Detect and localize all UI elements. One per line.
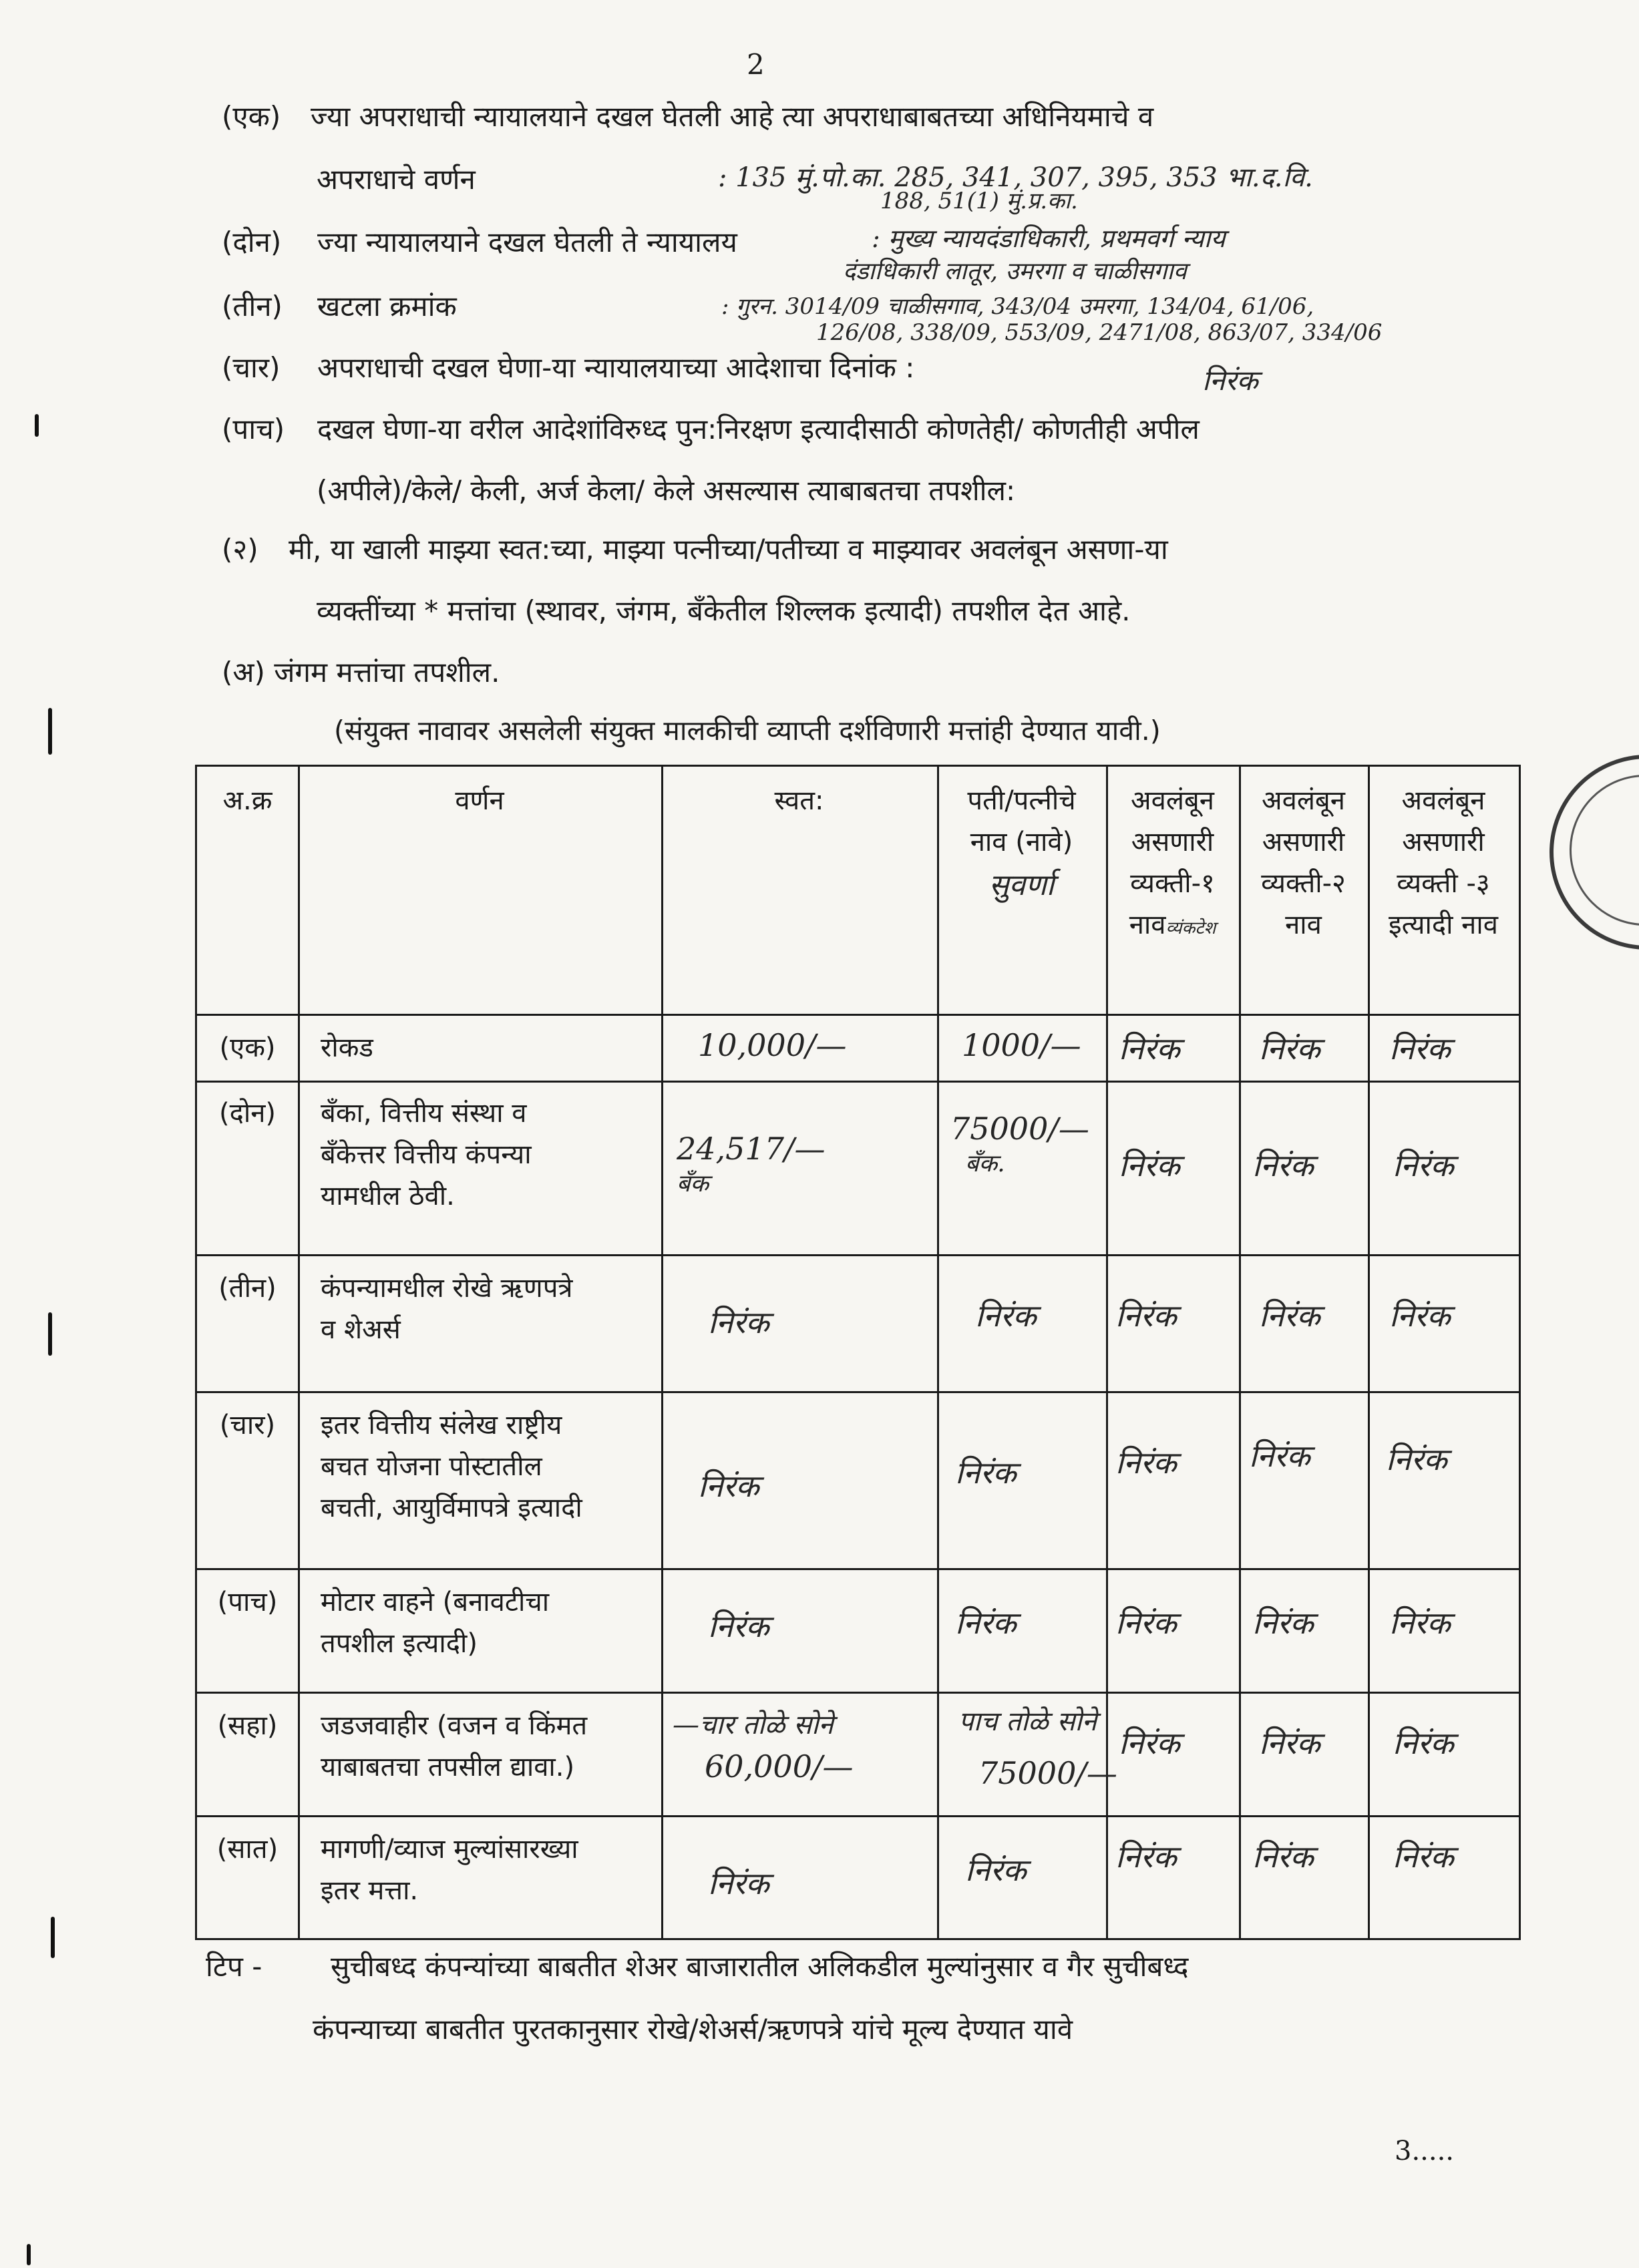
margin-mark (48, 1312, 52, 1356)
row-2-spouse: 75000/— (950, 1111, 1089, 1147)
header-dep1-line: व्यक्ती-१ (1130, 868, 1215, 899)
item-3-text: खटला क्रमांक (317, 290, 457, 323)
item-3-no: (तीन) (222, 290, 283, 323)
row-6-self-value: 60,000/— (705, 1748, 854, 1784)
row-4-dep1: निरंक (1115, 1445, 1177, 1481)
row-3-serial: (तीन) (218, 1273, 277, 1304)
row-3-desc (321, 1268, 573, 1350)
table-row-divider (197, 1391, 1519, 1393)
row-4-desc (321, 1404, 582, 1529)
row-2-serial: (दोन) (218, 1098, 276, 1129)
row-6-spouse-value: 75000/— (978, 1755, 1117, 1791)
item-3-handwritten: : गुरन. 3014/09 चाळीसगाव, 343/04 उमरगा, 134/04, 61/06, (721, 293, 1314, 320)
header-dep2-line: असणारी (1262, 827, 1345, 858)
dependent-1-name-handwritten: व्यंकटेश (1165, 918, 1216, 938)
item-4-text: अपराधाची दखल घेणा-या न्यायालयाच्या आदेशाचा दिनांक : (317, 351, 915, 384)
item-1-handwritten-2: 188, 51(1) मुं.प्र.का. (880, 188, 1078, 214)
row-2-dep2: निरंक (1252, 1147, 1314, 1183)
item-2-no: (दोन) (222, 226, 282, 258)
row-1-desc: रोकड (321, 1032, 373, 1063)
row-5-desc-line: तपशील इत्यादी) (321, 1628, 478, 1659)
footnote-label: टिप - (206, 1950, 262, 1983)
header-spouse-line: पती/पत्नीचे (967, 785, 1076, 816)
table-row-divider (197, 1254, 1519, 1256)
header-dep2-line: व्यक्ती-२ (1261, 868, 1346, 899)
row-6-desc-line: याबाबतचा तपसील द्यावा.) (321, 1752, 575, 1782)
header-dep3-line: व्यक्ती -३ (1397, 868, 1490, 899)
row-5-serial: (पाच) (217, 1587, 278, 1618)
spouse-name-handwritten: सुवर्णा (988, 868, 1055, 902)
para-2-line-2: व्यक्तींच्या * मत्तांचा (स्थावर, जंगम, बँकेतील शिल्लक इत्यादी) तपशील देत आहे. (317, 594, 1131, 627)
row-4-self: निरंक (698, 1468, 759, 1504)
item-3-handwritten-2: 126/08, 338/09, 553/09, 2471/08, 863/07, 334/06 (816, 319, 1383, 346)
movable-assets-table (195, 765, 1521, 1940)
header-serial: अ.क्र (222, 785, 272, 816)
row-2-self-note: बँक (677, 1170, 709, 1197)
row-6-desc (321, 1705, 587, 1788)
row-1-dep1: निरंक (1119, 1030, 1180, 1067)
item-1-label: अपराधाचे वर्णन (317, 163, 476, 196)
header-dependent-2 (1239, 780, 1368, 946)
item-4-no: (चार) (222, 351, 281, 384)
header-dep3-line: असणारी (1402, 827, 1485, 858)
page-number-top: 2 (747, 48, 765, 81)
table-row-divider (197, 1815, 1519, 1817)
row-7-serial: (सात) (216, 1834, 279, 1865)
table-row-divider (197, 1692, 1519, 1694)
page-number-bottom: 3..... (1395, 2136, 1455, 2166)
item-4-handwritten: निरंक (1202, 364, 1258, 397)
row-2-desc-line: यामधील ठेवी. (321, 1181, 455, 1211)
header-dep2-line: नाव (1285, 910, 1322, 940)
footnote-line-1: सुचीबध्द कंपन्यांच्या बाबतीत शेअर बाजारातील अलिकडील मुल्यांनुसार व गैर सुचीबध्द (331, 1950, 1189, 1983)
header-dep1-line: अवलंबून (1131, 785, 1214, 816)
header-dep2-line: अवलंबून (1262, 785, 1345, 816)
row-6-dep1: निरंक (1119, 1725, 1180, 1761)
table-row-divider (197, 1568, 1519, 1570)
row-6-spouse: पाच तोळे सोने (958, 1706, 1097, 1737)
header-dep3-line: अवलंबून (1401, 785, 1485, 816)
item-5-no: (पाच) (222, 413, 285, 445)
row-3-dep1: निरंक (1115, 1298, 1177, 1334)
item-2-handwritten: : मुख्य न्यायदंडाधिकारी, प्रथमवर्ग न्याय (872, 224, 1226, 253)
header-spouse (937, 780, 1106, 908)
margin-mark (35, 414, 39, 437)
row-1-dep3: निरंक (1389, 1030, 1451, 1067)
row-5-spouse: निरंक (955, 1605, 1017, 1641)
row-6-desc-line: जडजवाहीर (वजन व किंमत (321, 1710, 588, 1741)
row-5-dep3: निरंक (1389, 1605, 1451, 1641)
row-7-desc-line: मागणी/व्याज मुल्यांसारख्या (321, 1834, 578, 1865)
margin-mark (27, 2244, 31, 2265)
item-1-handwritten: : 135 मुं.पो.का. 285, 341, 307, 395, 353 भा.द.वि. (718, 162, 1313, 193)
table-col-divider (937, 767, 939, 1938)
header-dependent-1 (1106, 780, 1239, 946)
row-5-dep1: निरंक (1115, 1605, 1177, 1641)
row-1-dep2: निरंक (1259, 1030, 1320, 1067)
row-7-desc (321, 1829, 578, 1911)
row-6-dep3: निरंक (1393, 1725, 1454, 1761)
item-2-text: ज्या न्यायालयाने दखल घेतली ते न्यायालय (317, 226, 737, 258)
row-7-dep1: निरंक (1115, 1839, 1177, 1875)
row-7-spouse: निरंक (965, 1852, 1027, 1888)
row-7-dep2: निरंक (1252, 1839, 1314, 1875)
row-4-desc-line: बचत योजना पोस्टातील (321, 1451, 542, 1482)
row-4-spouse: निरंक (955, 1455, 1017, 1491)
row-3-spouse: निरंक (975, 1298, 1037, 1334)
header-dep1-line: नाव (1129, 910, 1166, 940)
row-3-dep2: निरंक (1259, 1298, 1320, 1334)
row-7-self: निरंक (708, 1865, 769, 1901)
row-4-dep3: निरंक (1386, 1441, 1447, 1477)
section-title: (अ) जंगम मत्तांचा तपशील. (222, 656, 500, 689)
item-5-text: दखल घेणा-या वरील आदेशांविरुध्द पुन:निरक्षण इत्यादीसाठी कोणतेही/ कोणतीही अपील (317, 413, 1200, 445)
row-2-desc-line: बँका, वित्तीय संस्था व (321, 1098, 527, 1129)
item-1-text: ज्या अपराधाची न्यायालयाने दखल घेतली आहे त्या अपराधाबाबतच्या अधिनियमाचे व (311, 100, 1154, 133)
row-5-self: निरंक (708, 1608, 769, 1644)
item-5-text-2: (अपीले)/केले/ केली, अर्ज केला/ केले असल्यास त्याबाबतचा तपशील: (317, 474, 1016, 507)
row-2-spouse-note: बँक. (965, 1150, 1005, 1177)
row-1-spouse: 1000/— (962, 1027, 1081, 1063)
row-3-desc-line: कंपन्यामधील रोखे ऋणपत्रे (321, 1273, 573, 1304)
row-6-self: —चार तोळे सोने (673, 1710, 834, 1740)
table-row-divider (197, 1014, 1519, 1016)
header-self: स्वत: (774, 785, 824, 816)
row-4-serial: (चार) (219, 1410, 276, 1441)
row-4-desc-line: इतर वित्तीय संलेख राष्ट्रीय (321, 1410, 562, 1441)
row-6-dep2: निरंक (1259, 1725, 1320, 1761)
row-6-serial: (सहा) (217, 1710, 278, 1741)
row-3-desc-line: व शेअर्स (321, 1314, 401, 1345)
margin-mark (48, 708, 52, 755)
section-note: (संयुक्त नावावर असलेली संयुक्त मालकीची व्याप्ती दर्शविणारी मत्तांही देण्यात यावी.) (334, 715, 1161, 747)
row-2-dep1: निरंक (1119, 1147, 1180, 1183)
row-5-dep2: निरंक (1252, 1605, 1314, 1641)
row-2-desc (321, 1093, 532, 1217)
row-4-dep2: निरंक (1249, 1438, 1310, 1474)
para-2-line-1: मी, या खाली माझ्या स्वत:च्या, माझ्या पत्नीच्या/पतीच्या व माझ्यावर अवलंबून असणा-या (289, 533, 1168, 566)
header-dependent-3 (1368, 780, 1519, 946)
row-7-desc-line: इतर मत्ता. (321, 1875, 419, 1906)
table-col-divider (661, 767, 663, 1938)
row-5-desc-line: मोटार वाहने (बनावटीचा (321, 1587, 550, 1618)
row-2-desc-line: बँकेत्तर वित्तीय कंपन्या (321, 1139, 532, 1170)
header-dep1-line: असणारी (1131, 827, 1214, 858)
row-5-desc (321, 1581, 549, 1664)
row-3-self: निरंक (708, 1304, 769, 1340)
item-1-no: (एक) (222, 100, 281, 133)
header-spouse-line: नाव (नावे) (970, 827, 1073, 858)
para-2-no: (२) (222, 533, 258, 566)
header-dep3-line: इत्यादी नाव (1389, 910, 1498, 940)
row-2-dep3: निरंक (1393, 1147, 1454, 1183)
row-2-self: 24,517/— (677, 1131, 826, 1167)
item-2-handwritten-2: दंडाधिकारी लातूर, उमरगा व चाळीसगाव (843, 258, 1187, 285)
table-col-divider (298, 767, 300, 1938)
row-3-dep3: निरंक (1389, 1298, 1451, 1334)
row-1-self: 10,000/— (698, 1027, 847, 1063)
footnote-line-2: कंपन्याच्या बाबतीत पुरतकानुसार रोखे/शेअर्स/ऋणपत्रे यांचे मूल्य देण्यात यावे (313, 2013, 1073, 2046)
margin-mark (51, 1917, 55, 1958)
table-row-divider (197, 1081, 1519, 1083)
row-7-dep3: निरंक (1393, 1839, 1454, 1875)
row-4-desc-line: बचती, आयुर्विमापत्रे इत्यादी (321, 1493, 582, 1523)
row-1-serial: (एक) (219, 1032, 276, 1063)
header-description: वर्णन (455, 785, 504, 816)
